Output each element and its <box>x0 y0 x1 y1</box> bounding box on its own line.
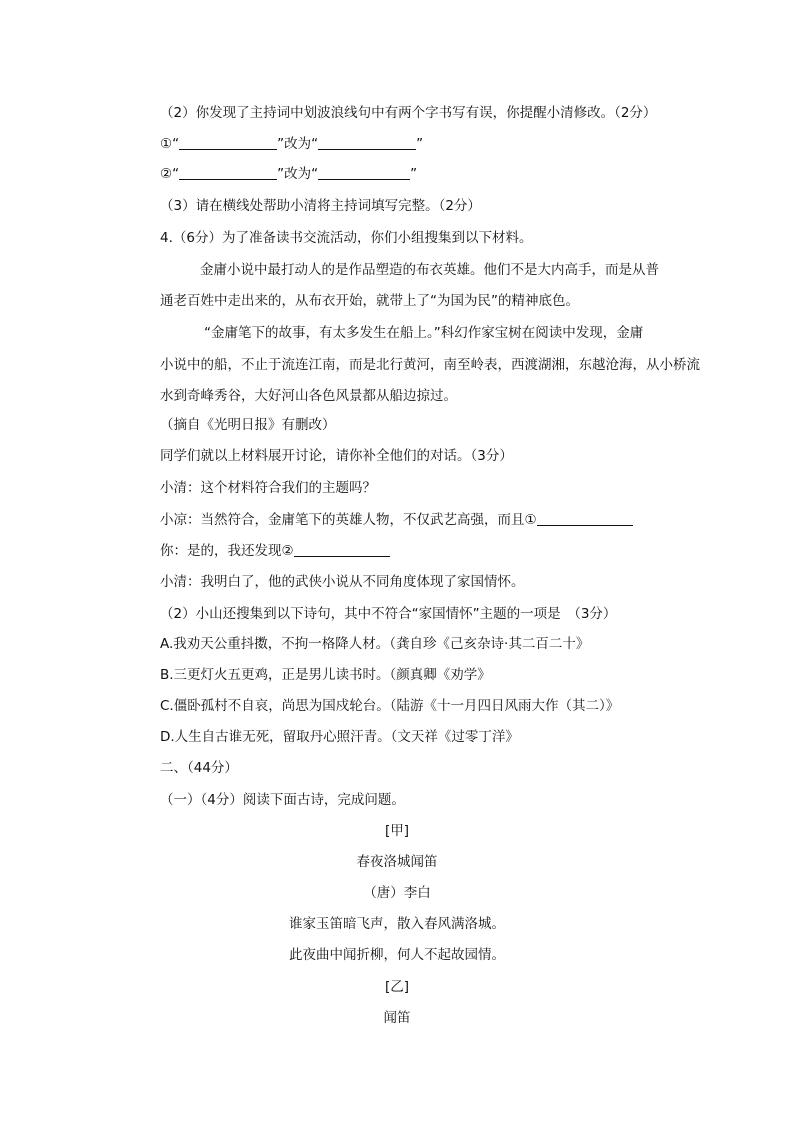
fix1-blank-a[interactable] <box>179 135 277 150</box>
section-2-part-1: （一）（4分）阅读下面古诗，完成问题。 <box>160 792 405 808</box>
source-note: （摘自《光明日报》有删改） <box>160 417 336 433</box>
section-2-heading: 二、（44分） <box>160 760 238 776</box>
fix2-blank-b[interactable] <box>318 165 410 180</box>
poem-1-title: 春夜洛城闻笛 <box>356 854 438 870</box>
material-2-line-3: 水到奇峰秀谷，大好河山各色风景都从船边掠过。 <box>160 388 457 404</box>
fix-line-2 <box>160 164 794 184</box>
fix1-prefix: ①“ <box>160 136 180 152</box>
discussion-intro: 同学们就以上材料展开讨论，请你补全他们的对话。（3分） <box>160 448 513 464</box>
material-2-line-1: “金庸笔下的故事，有太多发生在船上。”科幻作家宝树在阅读中发现，金庸 <box>204 325 644 341</box>
dialogue-line-2 <box>160 510 794 530</box>
option-b: B.三更灯火五更鸡，正是男儿读书时。（颜真卿《劝学》 <box>160 667 491 683</box>
material-1-line-1: 金庸小说中最打动人的是作品塑造的布衣英雄。他们不是大内高手，而是从普 <box>200 262 659 278</box>
fix2-prefix: ②“ <box>160 166 180 182</box>
answer-blank-2[interactable] <box>294 542 390 557</box>
question-4-heading: 4.（6分）为了准备读书交流活动，你们小组搜集到以下材料。 <box>160 230 533 246</box>
poem-2-title: 闻笛 <box>383 1010 411 1026</box>
dialogue-line-3 <box>160 541 794 561</box>
question-4-part-2: （2）小山还搜集到以下诗句，其中不符合“家国情怀”主题的一项是 （3分） <box>160 606 617 622</box>
fix2-mid: ”改为“ <box>277 166 319 182</box>
poem-yi-label: [乙] <box>384 979 410 995</box>
poem-1-author: （唐）李白 <box>363 885 431 901</box>
poem-1-line-2: 此夜曲中闻折柳，何人不起故园情。 <box>289 947 505 963</box>
fix1-blank-b[interactable] <box>318 135 416 150</box>
dialogue-line-4: 小清：我明白了，他的武侠小说从不同角度体现了家国情怀。 <box>160 574 525 590</box>
poem-jia-label: [甲] <box>384 823 410 839</box>
fix2-suffix: ” <box>410 166 418 182</box>
option-d: D.人生自古谁无死，留取丹心照汗青。（文天祥《过零丁洋》 <box>160 729 519 745</box>
fix1-mid: ”改为“ <box>277 136 319 152</box>
question-2-fix-typos: （2）你发现了主持词中划波浪线句中有两个字书写有误，你提醒小清修改。（2分） <box>160 105 657 121</box>
option-c: C.僵卧孤村不自哀，尚思为国戍轮台。（陆游《十一月四日风雨大作（其二）》 <box>160 698 620 714</box>
dialogue-2-text: 小凉：当然符合，金庸笔下的英雄人物，不仅武艺高强，而且① <box>160 512 537 528</box>
dialogue-line-1: 小清：这个材料符合我们的主题吗？ <box>160 480 376 496</box>
answer-blank-1[interactable] <box>537 511 633 526</box>
material-1-line-2: 通老百姓中走出来的，从布衣开始，就带上了“为国为民”的精神底色。 <box>160 293 579 309</box>
fix1-suffix: ” <box>416 136 424 152</box>
poem-1-line-1: 谁家玉笛暗飞声，散入春风满洛城。 <box>289 916 505 932</box>
dialogue-3-text: 你：是的，我还发现② <box>160 543 294 559</box>
fix-line-1 <box>160 134 794 154</box>
option-a: A.我劝天公重抖擞，不拘一格降人材。（龚自珍《己亥杂诗·其二百二十》 <box>160 636 590 652</box>
fix2-blank-a[interactable] <box>179 165 277 180</box>
material-2-line-2: 小说中的船，不止于流连江南，而是北行黄河，南至岭表，西渡湖湘，东越沧海，从小桥流 <box>160 357 700 373</box>
question-3-complete: （3）请在横线处帮助小清将主持词填写完整。（2分） <box>160 198 481 214</box>
